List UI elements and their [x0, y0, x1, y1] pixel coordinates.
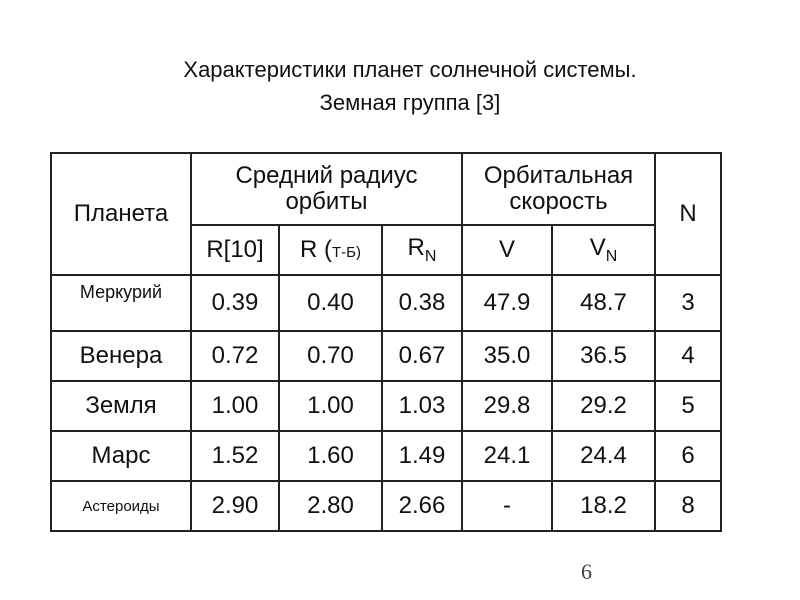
cell-vn: 48.7: [552, 275, 655, 331]
cell-rn: 1.03: [382, 381, 462, 431]
planet-name: Земля: [51, 381, 191, 431]
header-velocity-line2: скорость: [509, 188, 608, 215]
cell-rtb: 0.40: [279, 275, 382, 331]
header-rn-sub: N: [424, 248, 437, 265]
cell-rtb: 1.00: [279, 381, 382, 431]
planet-name: Венера: [51, 331, 191, 381]
cell-v: -: [462, 481, 552, 531]
cell-n: 3: [655, 275, 721, 331]
header-planet: Планета: [51, 153, 191, 275]
cell-r10: 1.52: [191, 431, 279, 481]
cell-v: 24.1: [462, 431, 552, 481]
header-rtb-prefix: R (: [300, 236, 332, 263]
slide-subtitle: Земная группа [3]: [319, 90, 501, 115]
cell-v: 47.9: [462, 275, 552, 331]
cell-v: 35.0: [462, 331, 552, 381]
table-row: [51, 275, 721, 331]
planet-name: Меркурий: [51, 275, 191, 331]
header-rn-base: R: [407, 234, 425, 261]
header-radius-group: [191, 153, 462, 225]
planet-name: Марс: [51, 431, 191, 481]
cell-v: 29.8: [462, 381, 552, 431]
header-n: N: [655, 153, 721, 275]
header-velocity-line1: Орбитальная: [483, 162, 634, 189]
cell-rtb: 1.60: [279, 431, 382, 481]
header-velocity-group: [462, 153, 655, 225]
cell-rtb: 2.80: [279, 481, 382, 531]
cell-rn: 2.66: [382, 481, 462, 531]
cell-n: 8: [655, 481, 721, 531]
header-r10: R[10]: [191, 225, 279, 275]
header-radius-line2: орбиты: [285, 188, 368, 215]
table-row: [51, 381, 721, 431]
header-rtb: [279, 225, 382, 275]
header-vn-base: V: [589, 234, 606, 261]
cell-r10: 0.39: [191, 275, 279, 331]
cell-n: 5: [655, 381, 721, 431]
header-v: V: [462, 225, 552, 275]
cell-r10: 2.90: [191, 481, 279, 531]
cell-r10: 0.72: [191, 331, 279, 381]
header-vn-sub: N: [605, 248, 618, 265]
header-rtb-suffix: Т-Б): [332, 244, 361, 261]
table-row: [51, 481, 721, 531]
cell-vn: 18.2: [552, 481, 655, 531]
planet-name: Астероиды: [51, 481, 191, 531]
cell-rtb: 0.70: [279, 331, 382, 381]
cell-rn: 0.67: [382, 331, 462, 381]
cell-n: 4: [655, 331, 721, 381]
slide-title: Характеристики планет солнечной системы.: [183, 57, 637, 82]
header-vn: [552, 225, 655, 275]
cell-r10: 1.00: [191, 381, 279, 431]
cell-n: 6: [655, 431, 721, 481]
table-row: [51, 331, 721, 381]
cell-vn: 24.4: [552, 431, 655, 481]
table-row: [51, 431, 721, 481]
planet-table: [50, 152, 722, 532]
cell-vn: 29.2: [552, 381, 655, 431]
cell-vn: 36.5: [552, 331, 655, 381]
header-rn: [382, 225, 462, 275]
page-number: 6: [581, 559, 592, 584]
header-radius-line1: Средний радиус: [235, 162, 418, 189]
cell-rn: 0.38: [382, 275, 462, 331]
cell-rn: 1.49: [382, 431, 462, 481]
